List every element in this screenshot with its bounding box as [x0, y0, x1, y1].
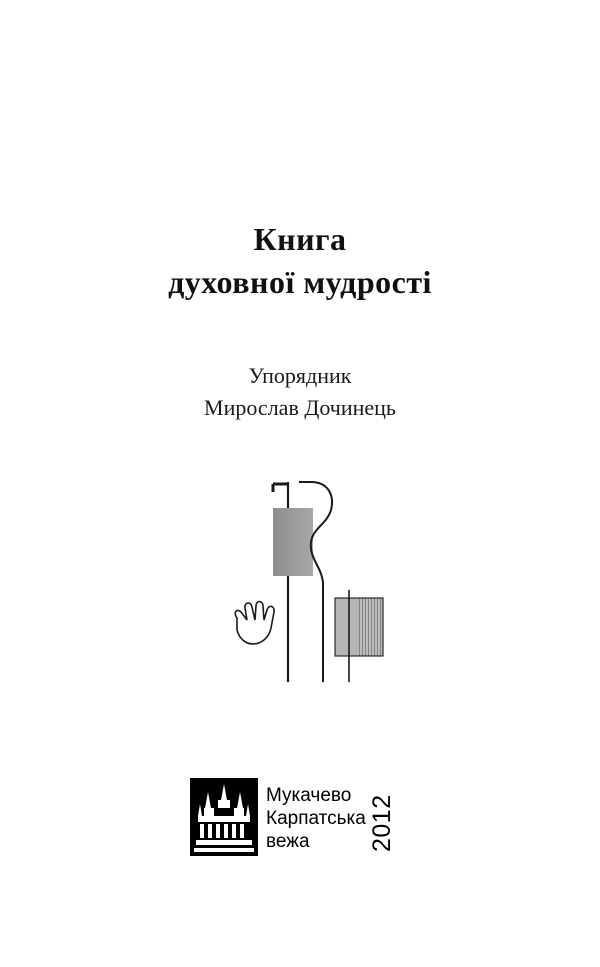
publisher-city: Мукачево	[266, 785, 352, 806]
hand-icon	[235, 602, 274, 645]
title-line-2: духовної мудрості	[168, 264, 432, 300]
upper-gray-block	[273, 508, 313, 576]
title-line-1: Книга	[253, 221, 347, 257]
lower-gray-block	[335, 598, 359, 656]
compiler-block	[0, 360, 600, 424]
illustration-svg	[215, 470, 425, 710]
figure-outline	[311, 482, 332, 682]
monk-with-staff-illustration	[215, 470, 425, 710]
publisher-name-line-2: вежа	[266, 831, 310, 852]
publisher-name-line-1: Карпатська	[266, 808, 366, 829]
publisher-block	[190, 778, 410, 858]
logo-svg	[190, 778, 258, 856]
compiler-name: Мирослав Дочинець	[204, 395, 396, 420]
page-title	[0, 218, 600, 304]
carpathian-tower-logo-icon	[190, 778, 258, 856]
publisher-name	[266, 784, 366, 853]
publication-year: 2012	[368, 794, 396, 852]
compiler-role-label: Упорядник	[248, 363, 352, 388]
